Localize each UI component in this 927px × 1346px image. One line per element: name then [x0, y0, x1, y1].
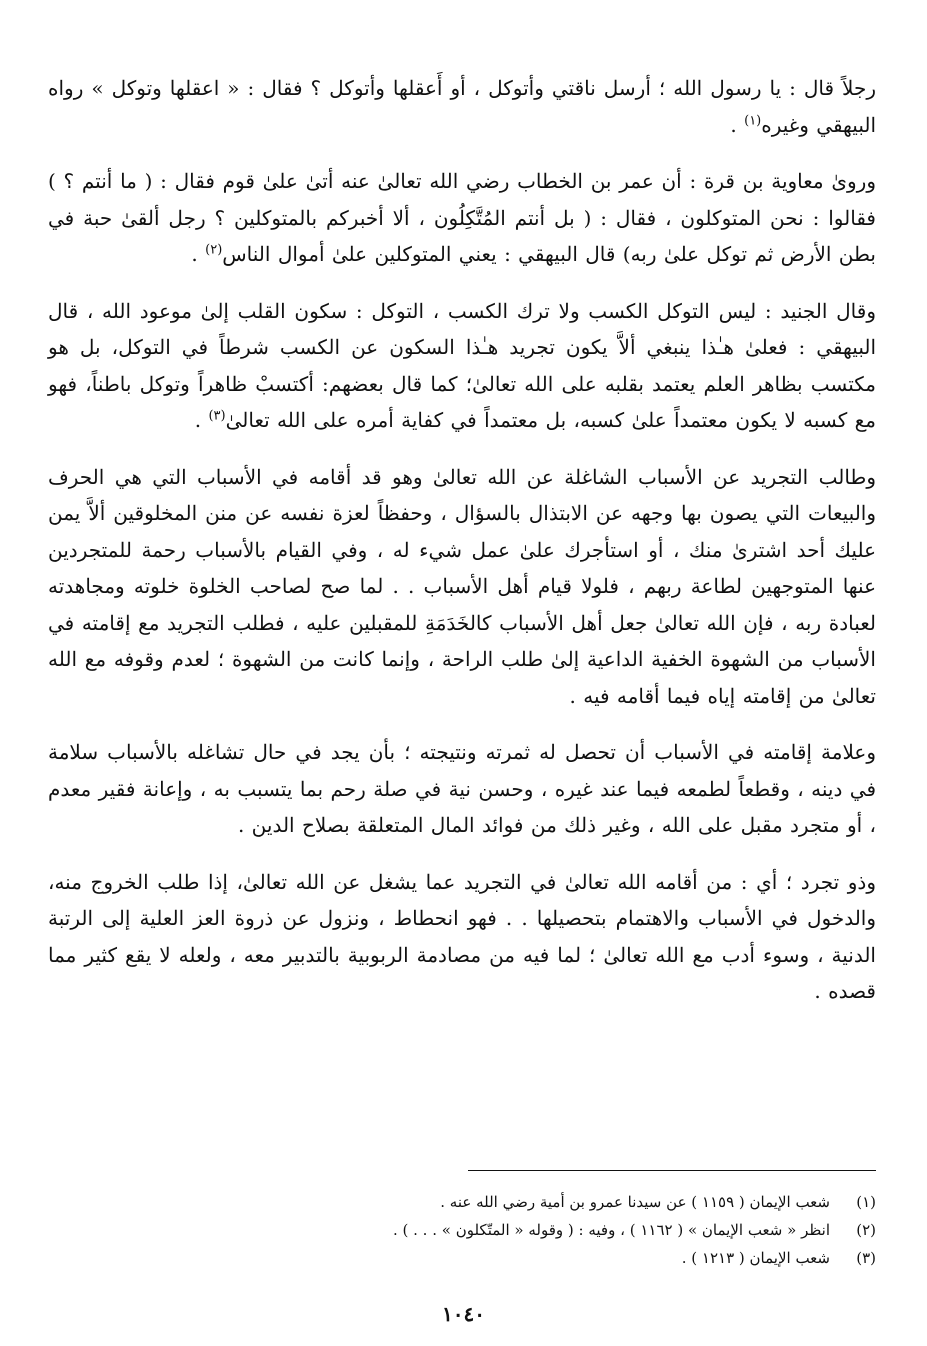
footnote-number-1: (١) [856, 1193, 876, 1211]
paragraph-3-text: وقال الجنيد : ليس التوكل الكسب ولا ترك الكسب ، التوكل : سكون القلب إلىٰ موعود الله ، قال البيهقي : فعلىٰ هـٰذا ينبغي ألاَّ يكون تجريد هـٰذا السكون عن الكسب شرطاً في التوكل، بل هو مكتسب بظاهر العلم يعتمد بقلبه على الله تعالىٰ؛ كما قال بعضهم: أكتسبْ ظاهراً وتوكل باطناً، فهو مع كسبه لا يكون معتمداً علىٰ كسبه، بل معتمداً في كفاية أمره على الله تعالىٰ [48, 298, 876, 432]
paragraph-2-text: وروىٰ معاوية بن قرة : أن عمر بن الخطاب رضي الله تعالىٰ عنه أتىٰ علىٰ قوم فقال : ( ما أنتم ؟ ) فقالوا : نحن المتوكلون ، فقال : ( بل أنتم المُتَّكِلُون ، ألا أخبركم بالمتوكلين ؟ رجل ألقىٰ حبة في بطن الأرض ثم توكل علىٰ ربه) قال البيهقي : يعني المتوكلين علىٰ أموال الناس [48, 169, 876, 266]
footnote-text-1: شعب الإيمان ( ١١٥٩ ) عن سيدنا عمرو بن أمية رضي الله عنه . [440, 1193, 830, 1211]
footnote-number-2: (٢) [856, 1221, 876, 1239]
paragraph-3 [48, 293, 876, 439]
paragraph-4-text: وطالب التجريد عن الأسباب الشاغلة عن الله تعالىٰ وهو قد أقامه في الأسباب التي هي الحرف والبيعات التي يصون بها وجهه عن الابتذال بالسؤال ، وحفظاً لعزة نفسه عن منن المخلوقين ألاَّ يمن عليك أحد اشترىٰ منك ، أو استأجرك علىٰ عمل شيء له ، وفي القيام بالأسباب رحمة للمتجردين عنها المتوجهين لطاعة ربهم ، فلولا قيام أهل الأسباب . . لما صح لصاحب الخلوة خلوته ومجاهدته لعبادة ربه ، فإن الله تعالىٰ جعل أهل الأسباب كالخَدَمَةِ للمقبلين عليه ، فطلب التجريد مع إقامته في الأسباب من الشهوة الخفية الداعية إلىٰ طلب الراحة ، وإنما كانت من الشهوة ؛ لعدم وقوفه مع الله تعالىٰ من إقامته إياه فيما أقامه فيه . [48, 464, 876, 708]
paragraph-1-text: رجلاً قال : يا رسول الله ؛ أرسل ناقتي وأتوكل ، أو أَعقلها وأتوكل ؟ فقال : « اعقلها وتوكل » رواه البيهقي وغيره [48, 76, 876, 137]
paragraph-5 [48, 734, 876, 844]
paragraph-2-tail: . [191, 242, 206, 266]
paragraph-5-text: وعلامة إقامته في الأسباب أن تحصل له ثمرته ونتيجته ؛ بأن يجد في حال تشاغله بالأسباب سلامة في دينه ، وقطعاً لطمعه فيما عند غيره ، وحسن نية في صلة رحم بما يتسبب به ، وإعانة فقير معدم ، أو متجرد مقبل على الله ، وغير ذلك من فوائد المال المتعلقة بصلاح الدين . [48, 740, 877, 837]
paragraph-3-tail: . [194, 408, 209, 432]
footnotes [48, 1188, 876, 1272]
footnote-text-3: شعب الإيمان ( ١٢١٣ ) . [681, 1249, 830, 1267]
footnote-ref-3[interactable]: (٣) [208, 408, 226, 424]
footnote-ref-1[interactable]: (١) [744, 112, 762, 128]
footnote-ref-2[interactable]: (٢) [205, 242, 223, 258]
paragraph-4 [48, 459, 876, 715]
paragraph-1-tail: . [730, 112, 745, 137]
paragraph-2 [48, 163, 876, 273]
main-text [48, 70, 876, 1030]
footnote-number-3: (٣) [856, 1249, 876, 1267]
footnote-1 [48, 1188, 876, 1216]
paragraph-6 [48, 864, 876, 1010]
footnote-3 [48, 1244, 876, 1272]
page-number: ١٠٤٠ [442, 1302, 485, 1326]
footnote-divider [468, 1170, 876, 1171]
paragraph-1 [48, 70, 876, 143]
paragraph-6-text: وذو تجرد ؛ أي : من أقامه الله تعالىٰ في التجريد عما يشغل عن الله تعالىٰ، إذا طلب الخروج منه، والدخول في الأسباب والاهتمام بتحصيلها . . فهو انحطاط ، ونزول عن ذروة العز العلية إلى الرتبة الدنية ، وسوء أدب مع الله تعالىٰ ؛ لما فيه من مصادمة الربوبية بالتدبير معه ، ولعله لا يقع كثير مما قصده . [48, 869, 876, 1003]
footnote-2 [48, 1216, 876, 1244]
footnote-text-2: انظر « شعب الإيمان » ( ١١٦٢ ) ، وفيه : ( وقوله « المتّكلون » . . . ) . [392, 1221, 830, 1239]
